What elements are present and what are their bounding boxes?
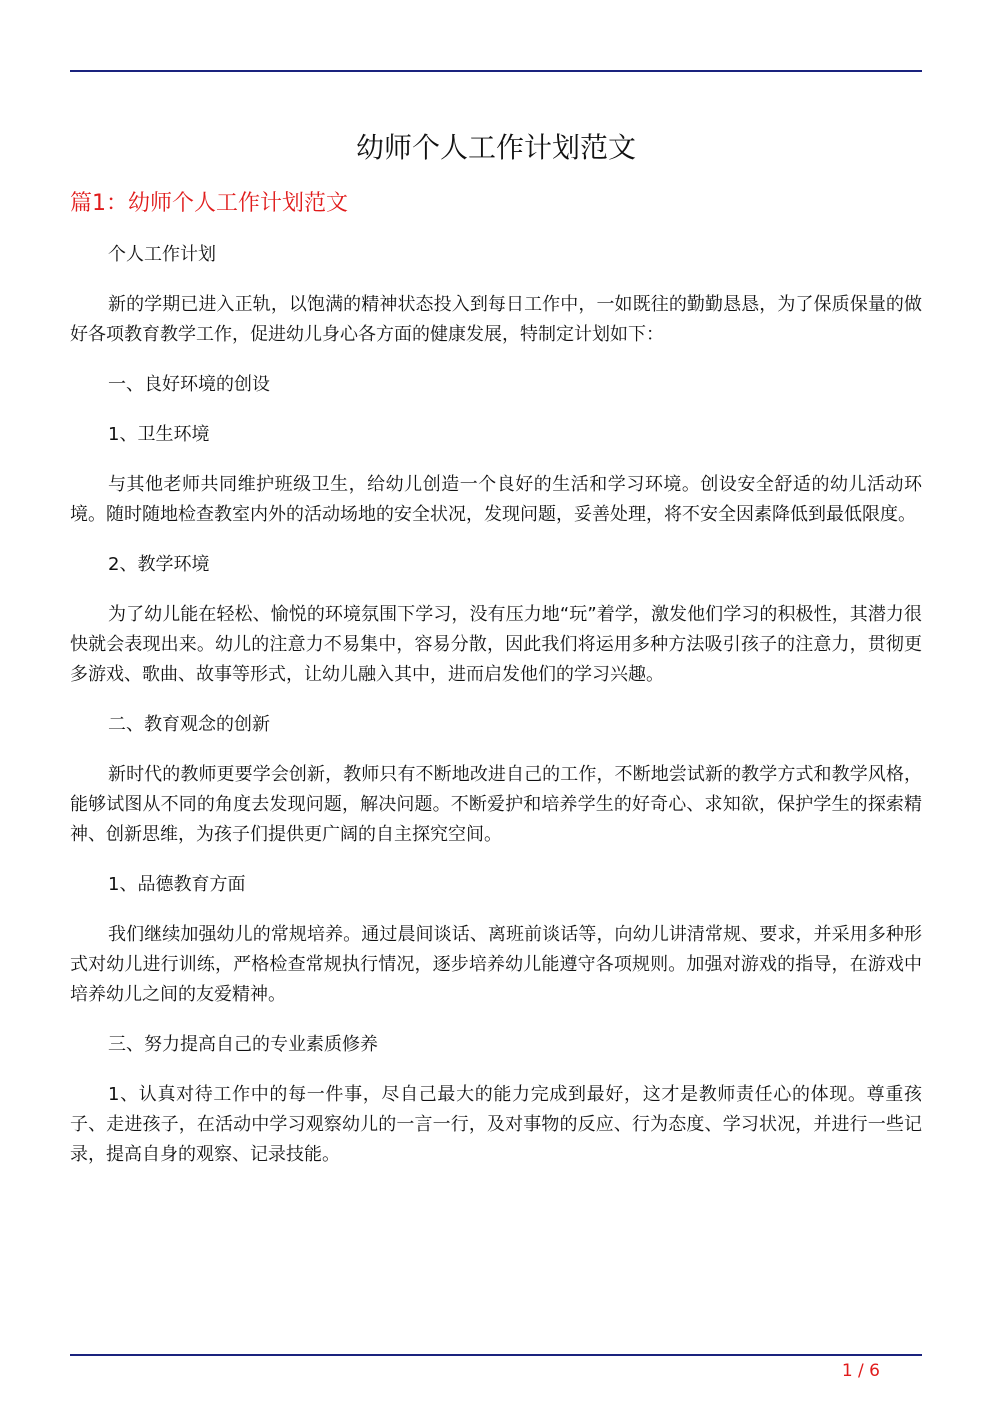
paragraph: 1、品德教育方面 xyxy=(108,874,246,895)
paragraph: 1、认真对待工作中的每一件事，尽自己最大的能力完成到最好，这才是教师责任心的体现。尊重孩子、走进孩子，在活动中学习观察幼儿的一言一行，及对事物的反应、行为态度、学习状况，并进行一些记录，提高自身的观察、记录技能。 xyxy=(70,1084,922,1165)
paragraph: 新时代的教师更要学会创新，教师只有不断地改进自己的工作，不断地尝试新的教学方式和教学风格，能够试图从不同的角度去发现问题，解决问题。不断爱护和培养学生的好奇心、求知欲，保护学生的探索精神、创新思维，为孩子们提供更广阔的自主探究空间。 xyxy=(70,764,922,845)
paragraph: 与其他老师共同维护班级卫生，给幼儿创造一个良好的生活和学习环境。创设安全舒适的幼儿活动环境。随时随地检查教室内外的活动场地的安全状况，发现问题，妥善处理，将不安全因素降低到最低限度。 xyxy=(70,474,922,525)
document-title: 幼师个人工作计划范文 xyxy=(355,131,636,164)
paragraph: 我们继续加强幼儿的常规培养。通过晨间谈话、离班前谈话等，向幼儿讲清常规、要求，并采用多种形式对幼儿进行训练，严格检查常规执行情况，逐步培养幼儿能遵守各项规则。加强对游戏的指导，在游戏中培养幼儿之间的友爱精神。 xyxy=(70,924,922,1005)
paragraph: 2、教学环境 xyxy=(108,554,210,575)
section-heading: 篇1：幼师个人工作计划范文 xyxy=(70,191,348,216)
paragraph: 新的学期已进入正轨，以饱满的精神状态投入到每日工作中，一如既往的勤勤恳恳，为了保质保量的做好各项教育教学工作，促进幼儿身心各方面的健康发展，特制定计划如下： xyxy=(70,294,922,345)
paragraph: 三、努力提高自己的专业素质修养 xyxy=(108,1034,378,1055)
paragraph: 个人工作计划 xyxy=(108,244,216,265)
paragraph: 一、良好环境的创设 xyxy=(108,374,270,395)
footer-rule xyxy=(70,1354,922,1356)
paragraph: 1、卫生环境 xyxy=(108,424,210,445)
document-body xyxy=(70,240,922,1190)
header-rule xyxy=(70,70,922,72)
page-number: 1 / 6 xyxy=(841,1361,880,1381)
paragraph: 二、教育观念的创新 xyxy=(108,714,270,735)
paragraph: 为了幼儿能在轻松、愉悦的环境氛围下学习，没有压力地“玩”着学，激发他们学习的积极性，其潜力很快就会表现出来。幼儿的注意力不易集中，容易分散，因此我们将运用多种方法吸引孩子的注意力，贯彻更多游戏、歌曲、故事等形式，让幼儿融入其中，进而启发他们的学习兴趣。 xyxy=(70,604,922,685)
